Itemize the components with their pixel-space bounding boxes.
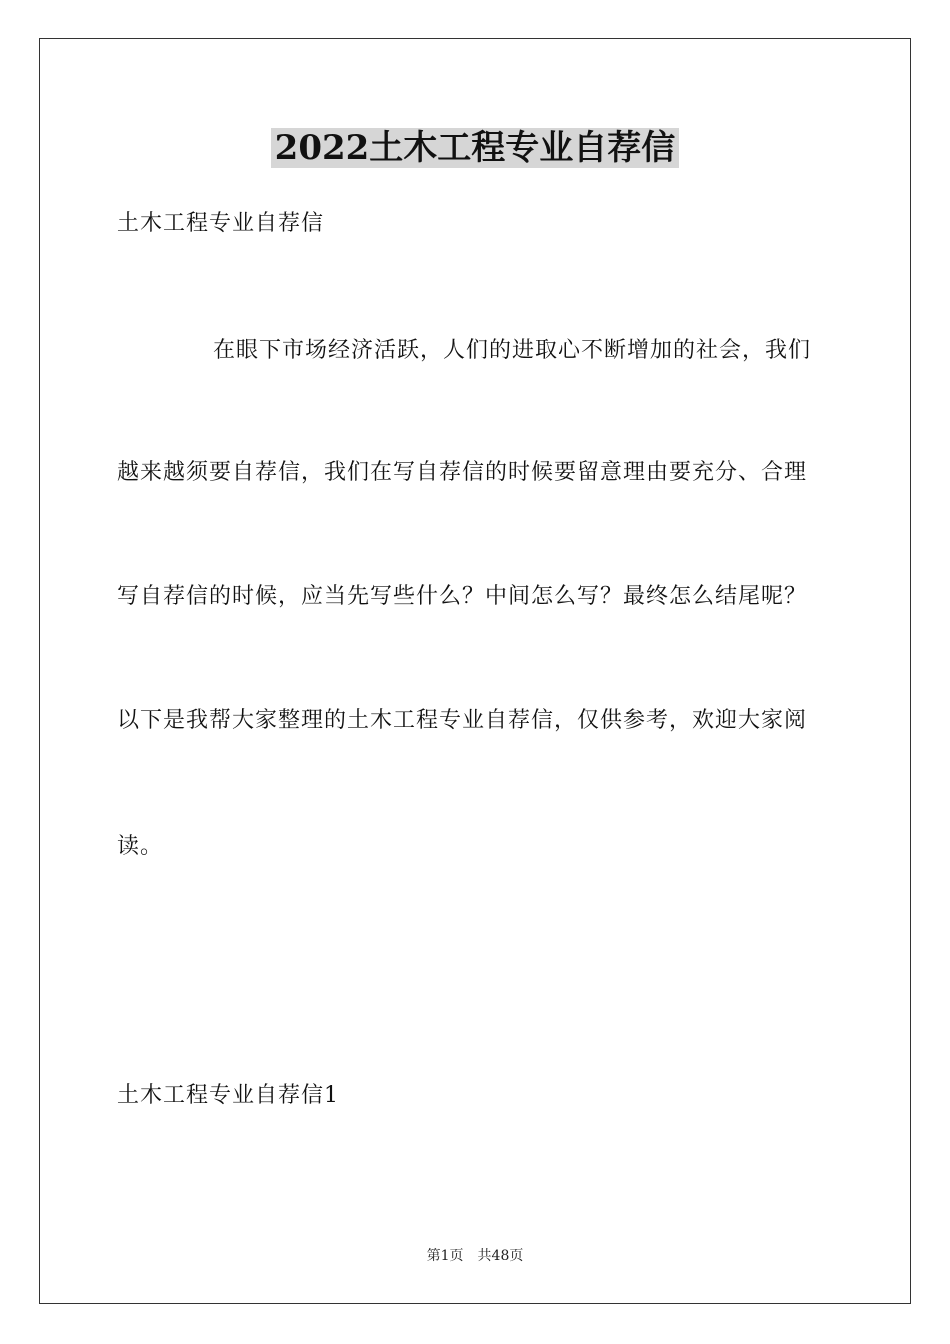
paragraph-line: 越来越须要自荐信，我们在写自荐信的时候要留意理由要充分、合理 [117,460,808,485]
document-title [0,126,950,170]
paragraph-line: 以下是我帮大家整理的土木工程专业自荐信，仅供参考，欢迎大家阅 [117,708,808,733]
page-number: 第1页 [426,1248,464,1264]
paragraph-line: 读。 [117,834,164,859]
document-subtitle: 土木工程专业自荐信 [117,211,325,236]
paragraph-line: 写自荐信的时候，应当先写些什么？中间怎么写？最终怎么结尾呢？ [117,584,808,609]
page-footer [0,1247,950,1265]
page-total: 共48页 [477,1248,524,1264]
paragraph-line: 在眼下市场经济活跃，人们的进取心不断增加的社会，我们 [213,338,812,363]
section-heading: 土木工程专业自荐信1 [117,1083,339,1108]
document-title-text: 2022土木工程专业自荐信 [271,128,680,168]
